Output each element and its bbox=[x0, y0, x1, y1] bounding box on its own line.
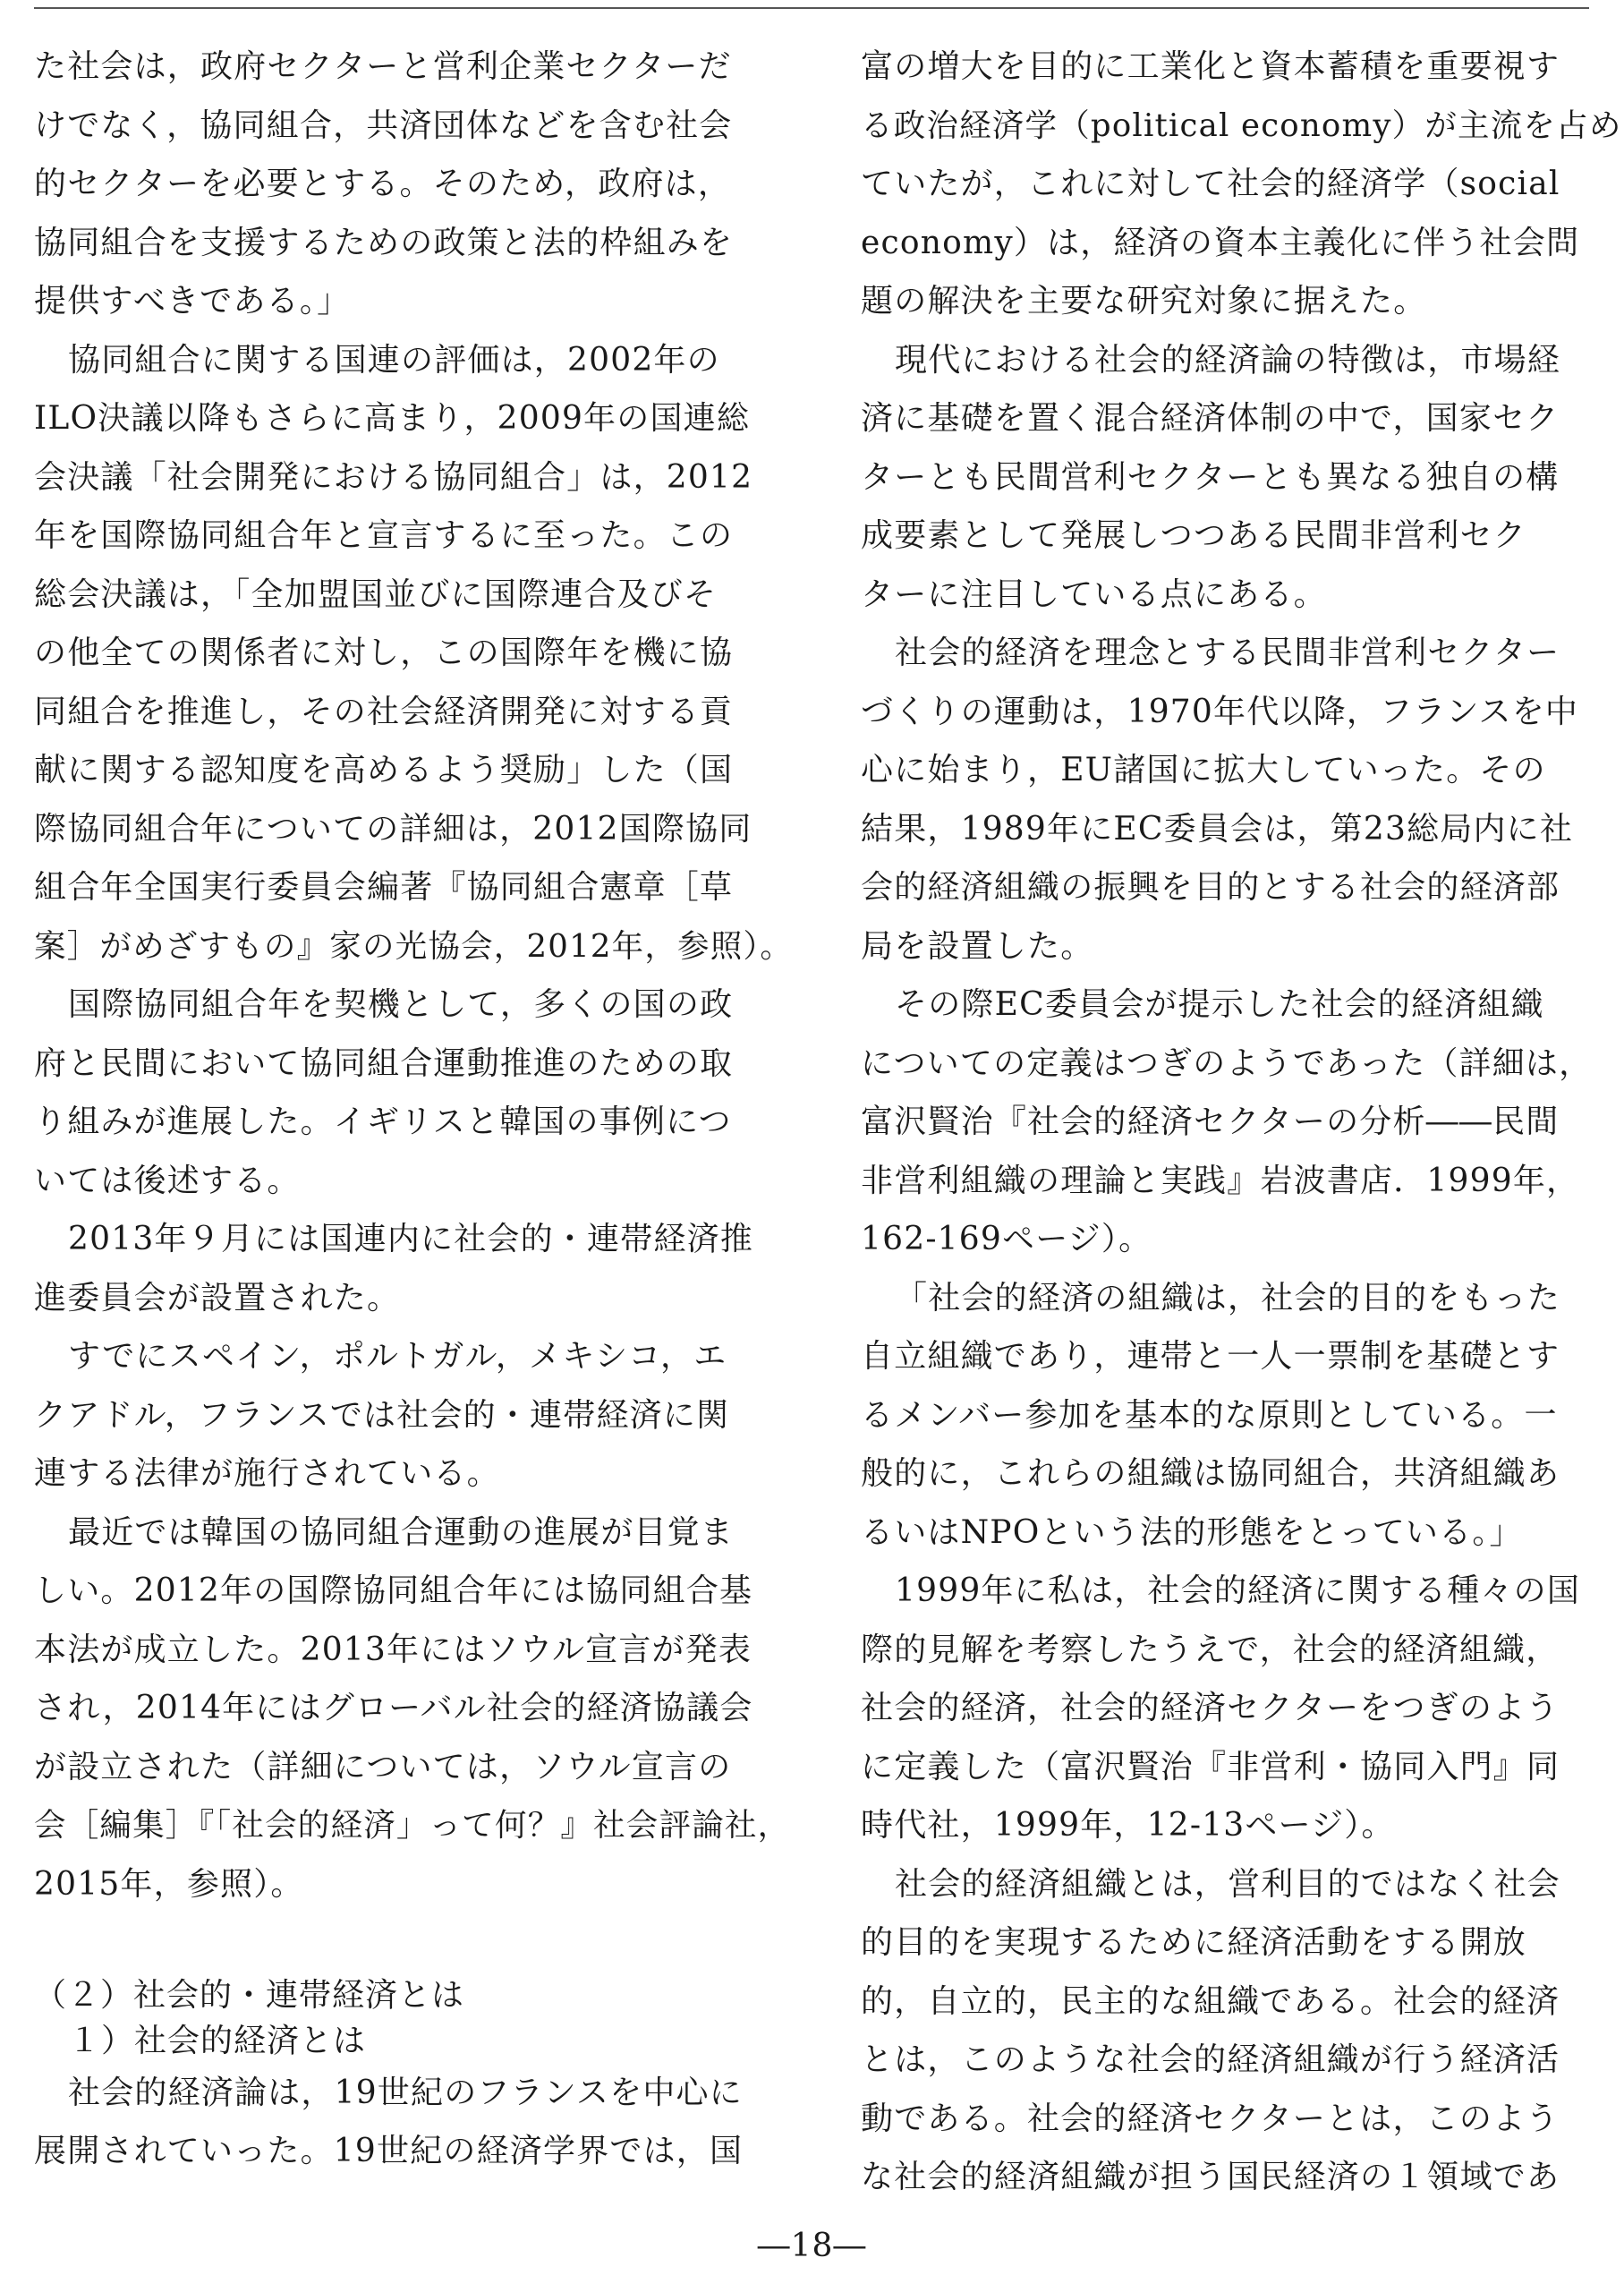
body-line: 富沢賢治『社会的経済セクターの分析――民間 bbox=[861, 1103, 1560, 1140]
body-line: が設立された（詳細については，ソウル宣言の bbox=[34, 1748, 732, 1785]
paragraph-start-line: その際EC委員会が提示した社会的経済組織 bbox=[895, 986, 1544, 1023]
blank-line bbox=[34, 1913, 799, 1972]
body-line: 際的見解を考察したうえで，社会的経済組織， bbox=[861, 1631, 1560, 1668]
paragraph-start-line: 1999年に私は，社会的経済に関する種々の国 bbox=[895, 1572, 1581, 1609]
body-line: 自立組織であり，連帯と一人一票制を基礎とす bbox=[861, 1338, 1560, 1375]
section-heading: （２）社会的・連帯経済とは bbox=[34, 1976, 465, 2014]
body-line: ターとも民間営利セクターとも異なる独自の構 bbox=[861, 458, 1560, 496]
body-line: 的セクターを必要とする。そのため，政府は， bbox=[34, 166, 732, 202]
body-line: 会決議「社会開発における協同組合」は，2012 bbox=[34, 458, 753, 496]
body-line: 連する法律が施行されている。 bbox=[34, 1455, 500, 1492]
body-line: た社会は，政府セクターと営利企業セクターだ bbox=[34, 48, 732, 85]
body-line: 時代社，1999年，12-13ページ）。 bbox=[861, 1807, 1395, 1844]
body-line: 府と民間において協同組合運動推進のための取 bbox=[34, 1044, 734, 1082]
body-line: いては後述する。 bbox=[34, 1162, 301, 1199]
body-line: 2015年，参照）。 bbox=[34, 1865, 304, 1903]
body-line: 組合年全国実行委員会編著『協同組合憲章［草 bbox=[34, 869, 734, 906]
body-line: づくりの運動は，1970年代以降，フランスを中 bbox=[861, 693, 1579, 730]
body-line: 会［編集］『「社会的経済」って何？』社会評論社， bbox=[34, 1807, 791, 1844]
body-line: economy）は，経済の資本主義化に伴う社会問 bbox=[861, 224, 1580, 261]
body-line: 本法が成立した。2013年にはソウル宣言が発表 bbox=[34, 1631, 752, 1668]
body-line: 進委員会が設置された。 bbox=[34, 1279, 401, 1316]
body-line: 心に始まり，EU諸国に拡大していった。その bbox=[861, 752, 1546, 788]
paragraph-start-line: 現代における社会的経済論の特徴は，市場経 bbox=[895, 341, 1561, 379]
body-line: 同組合を推進し，その社会経済開発に対する貢 bbox=[34, 693, 734, 730]
body-line: 般的に，これらの組織は協同組合，共済組織あ bbox=[861, 1455, 1560, 1492]
body-line: 協同組合を支援するための政策と法的枠組みを bbox=[34, 224, 734, 261]
paragraph-start-line: 2013年９月には国連内に社会的・連帯経済推 bbox=[68, 1221, 754, 1257]
body-line: クアドル，フランスでは社会的・連帯経済に関 bbox=[34, 1396, 730, 1434]
body-line: の他全ての関係者に対し，この国際年を機に協 bbox=[34, 635, 734, 671]
body-line: るいはNPOという法的形態をとっている。」 bbox=[861, 1513, 1523, 1551]
paragraph-start-line: 社会的経済論は，19世紀のフランスを中心に bbox=[68, 2074, 743, 2111]
paragraph-start-line: 最近では韓国の協同組合運動の進展が目覚ま bbox=[68, 1513, 735, 1551]
paragraph-start-line: 社会的経済を理念とする民間非営利セクター bbox=[895, 635, 1560, 671]
right-column bbox=[861, 38, 1624, 2207]
body-line: 富の増大を目的に工業化と資本蓄積を重要視す bbox=[861, 48, 1560, 85]
body-line: 非営利組織の理論と実践』岩波書店．1999年， bbox=[861, 1162, 1580, 1199]
left-column bbox=[34, 38, 799, 2181]
body-line: 提供すべきである。」 bbox=[34, 283, 351, 320]
body-line: るメンバー参加を基本的な原則としている。一 bbox=[861, 1396, 1558, 1434]
body-line: 献に関する認知度を高めるよう奨励」した（国 bbox=[34, 752, 734, 788]
body-line: とは，このような社会的経済組織が行う経済活 bbox=[861, 2041, 1560, 2078]
body-line: 結果，1989年にEC委員会は，第23総局内に社 bbox=[861, 810, 1574, 848]
body-line: 的，自立的，民主的な組織である。社会的経済 bbox=[861, 1982, 1560, 2020]
body-line: 展開されていった。19世紀の経済学界では，国 bbox=[34, 2133, 744, 2169]
body-line: に定義した（富沢賢治『非営利・協同入門』同 bbox=[861, 1748, 1560, 1785]
body-line: され，2014年にはグローバル社会的経済協議会 bbox=[34, 1690, 753, 1726]
body-line: しい。2012年の国際協同組合年には協同組合基 bbox=[34, 1572, 753, 1609]
body-line: 題の解決を主要な研究対象に据えた。 bbox=[861, 283, 1427, 320]
paragraph-start-line: 協同組合に関する国連の評価は，2002年の bbox=[68, 341, 720, 379]
body-line: 社会的経済，社会的経済セクターをつぎのよう bbox=[861, 1690, 1560, 1726]
body-line: ターに注目している点にある。 bbox=[861, 575, 1327, 613]
body-line: 年を国際協同組合年と宣言するに至った。この bbox=[34, 517, 734, 554]
subsection-heading: １）社会的経済とは bbox=[68, 2022, 367, 2059]
body-line: 総会決議は，「全加盟国並びに国際連合及びそ bbox=[34, 575, 718, 613]
body-line: けでなく，協同組合，共済団体などを含む社会 bbox=[34, 107, 733, 144]
body-line: る政治経済学（political economy）が主流を占め bbox=[861, 107, 1622, 144]
paragraph-start-line: 国際協同組合年を契機として，多くの国の政 bbox=[68, 986, 734, 1023]
top-rule bbox=[34, 7, 1589, 9]
body-line: 動である。社会的経済セクターとは，このよう bbox=[861, 2100, 1560, 2137]
paragraph-start-line: 「社会的経済の組織は，社会的目的をもった bbox=[895, 1279, 1561, 1316]
body-line: ILO決議以降もさらに高まり，2009年の国連総 bbox=[34, 400, 751, 437]
body-line: 162-169ページ）。 bbox=[861, 1221, 1152, 1257]
body-line: 会的経済組織の振興を目的とする社会的経済部 bbox=[861, 869, 1560, 906]
body-line: ていたが，これに対して社会的経済学（social bbox=[861, 166, 1560, 202]
body-line: 済に基礎を置く混合経済体制の中で，国家セク bbox=[861, 400, 1560, 437]
body-line: 局を設置した。 bbox=[861, 927, 1094, 965]
paragraph-start-line: 社会的経済組織とは，営利目的ではなく社会 bbox=[895, 1865, 1561, 1903]
body-line: 案］がめざすもの』家の光協会，2012年，参照）。 bbox=[34, 927, 794, 965]
body-line: り組みが進展した。イギリスと韓国の事例につ bbox=[34, 1103, 732, 1140]
body-line: な社会的経済組織が担う国民経済の１領域であ bbox=[861, 2159, 1560, 2195]
page-number: ―18― bbox=[757, 2228, 867, 2264]
body-line: 際協同組合年についての詳細は，2012国際協同 bbox=[34, 810, 752, 848]
paragraph-start-line: すでにスペイン，ポルトガル，メキシコ，エ bbox=[68, 1338, 727, 1375]
body-line: についての定義はつぎのようであった（詳細は， bbox=[861, 1044, 1593, 1082]
body-line: 成要素として発展しつつある民間非営利セク bbox=[861, 517, 1527, 554]
body-line: 的目的を実現するために経済活動をする開放 bbox=[861, 1924, 1527, 1961]
